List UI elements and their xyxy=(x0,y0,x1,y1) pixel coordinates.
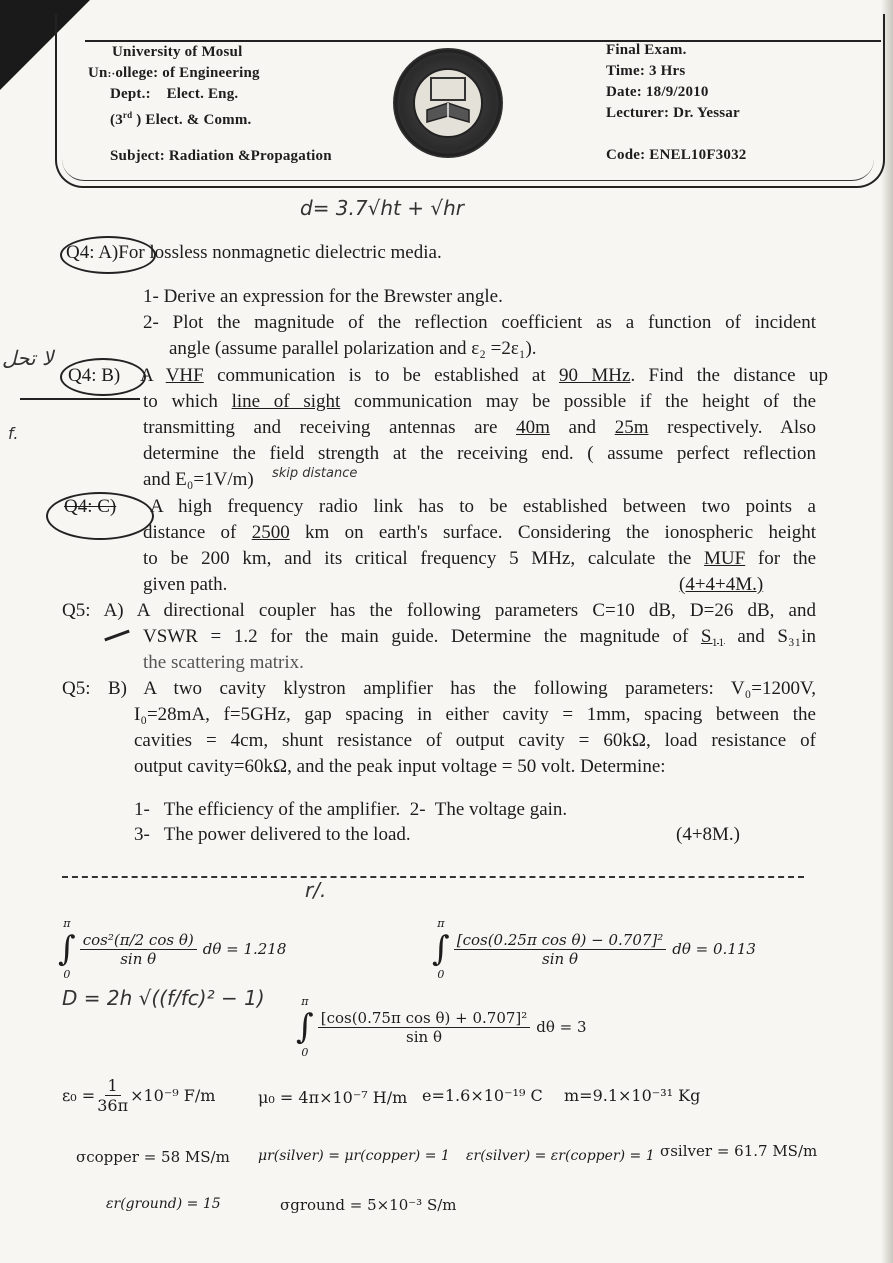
const-sigma-silver: σsilver = 61.7 MS/m xyxy=(660,1142,818,1160)
q5b-line-3: cavities = 4cm, shunt resistance of output cavity = 60kΩ, load resistance of xyxy=(134,730,816,751)
integral-2-denominator: sin θ xyxy=(542,949,578,968)
integral-1: π ∫ 0 $\frac{\text{cos²(π/2 cos θ)}}{\text{sin θ}}$ dθ = 1.218 xyxy=(58,917,287,981)
q5b-item-1: 1- The efficiency of the amplifier. 2- The voltage gain. xyxy=(134,799,568,820)
const-electron-mass: m=9.1×10⁻³¹ Kg xyxy=(564,1086,701,1105)
margin-arabic-note: لا تحل xyxy=(2,346,54,370)
q5a-line-2: VSWR = 1.2 for the main guide. Determine the magnitude of S₁₁ and S₃₁in xyxy=(143,626,816,647)
q5b-item-3: 3- The power delivered to the load. xyxy=(134,824,411,845)
const-eps-r: εr(silver) = εr(copper) = 1 xyxy=(466,1148,655,1164)
q5b-line-1: Q5: B) A two cavity klystron amplifier has the following parameters: V₀=1200V, xyxy=(62,678,816,699)
integral-1-lower: 0 xyxy=(63,968,71,981)
integral-1-denominator: sin θ xyxy=(120,949,157,968)
const-epsilon0: ε₀ = $\frac{1}{36\pi}$ ×10⁻⁹ F/m xyxy=(62,1076,216,1115)
const-sigma-ground: σground = 5×10⁻³ S/m xyxy=(280,1196,457,1214)
margin-mark: f. xyxy=(8,424,19,443)
const-electron-charge: e=1.6×10⁻¹⁹ C xyxy=(422,1086,543,1105)
q5a-line-1: Q5: A) A directional coupler has the following parameters C=10 dB, D=26 dB, and xyxy=(62,600,816,621)
integral-2-result: dθ = 0.113 xyxy=(672,940,756,958)
integral-3-denominator: sin θ xyxy=(406,1027,442,1046)
q4a-item-1: 1- Derive an expression for the Brewster angle. xyxy=(143,286,503,307)
const-sigma-copper: σcopper = 58 MS/m xyxy=(76,1148,230,1166)
university-name: University of Mosul xyxy=(112,44,243,60)
integral-2-upper: π xyxy=(437,917,445,930)
university-crest-icon xyxy=(393,48,503,158)
q5a-margin-arrow xyxy=(104,630,129,642)
q5-marks: (4+8M.) xyxy=(676,824,741,845)
course-code: Code: ENEL10F3032 xyxy=(606,147,747,163)
integral-3: π ∫ 0 $\frac{\text{[cos(0.75π cos θ) + 0.707]²}}{\text{sin θ}}$ dθ = 3 xyxy=(296,995,587,1059)
integral-3-lower: 0 xyxy=(301,1046,309,1059)
q5a-line-3: the scattering matrix. xyxy=(143,652,304,673)
year-line: (3rd ) Elect. & Comm. xyxy=(110,110,252,128)
integral-3-result: dθ = 3 xyxy=(536,1018,587,1036)
exam-date: Date: 18/9/2010 xyxy=(606,84,709,100)
integral-1-result: dθ = 1.218 xyxy=(202,940,287,958)
college-line: Un:·ollege: of Engineering xyxy=(88,65,260,81)
q4b-line-3: transmitting and receiving antennas are 40m and 25m respectively. Also xyxy=(143,417,817,438)
q5b-line-2: I₀=28mA, f=5GHz, gap spacing in either cavity = 1mm, spacing between the xyxy=(134,704,816,725)
q4b-label: Q4: B) xyxy=(68,365,121,386)
university-crest xyxy=(393,48,503,158)
q4c-line-3: to be 200 km, and its critical frequency 5 MHz, calculate the MUF for the xyxy=(143,548,816,569)
handwritten-tick: r/. xyxy=(305,878,327,902)
const-mu-r: μr(silver) = μr(copper) = 1 xyxy=(258,1148,450,1164)
integral-3-upper: π xyxy=(301,995,309,1008)
q4c-label: Q4: C) xyxy=(64,496,117,517)
handwritten-skip-formula: D = 2h √((f/fc)² − 1) xyxy=(62,986,265,1010)
q4b-line-5: and E₀=1V/m) xyxy=(143,469,254,490)
const-eps-ground: εr(ground) = 15 xyxy=(106,1196,221,1212)
subject-line: Subject: Radiation &Propagation xyxy=(110,148,332,164)
exam-time: Time: 3 Hrs xyxy=(606,63,686,79)
q4c-line-1: A high frequency radio link has to be established between two points a xyxy=(150,496,816,517)
q4b-line-2: to which line of sight communication may be possible if the height of the xyxy=(143,391,816,412)
handwritten-distance-formula: d= 3.7√ht + √hr xyxy=(300,196,464,220)
department-line: Dept.: Elect. Eng. xyxy=(110,86,239,102)
integral-3-numerator: [cos(0.75π cos θ) + 0.707]² xyxy=(318,1009,531,1028)
q4b-line-4: determine the field strength at the receiving end. ( assume perfect reflection xyxy=(143,443,816,464)
q4a-item-2-cont: angle (assume parallel polarization and ε₂ =2ε₁). xyxy=(169,338,537,359)
integral-2: π ∫ 0 $\frac{\text{[cos(0.25π cos θ) − 0.707]²}}{\text{sin θ}}$ dθ = 0.113 xyxy=(432,917,756,981)
integral-1-numerator: cos²(π/2 cos θ) xyxy=(80,931,197,950)
q4c-line-4: given path. xyxy=(143,574,228,595)
integral-2-lower: 0 xyxy=(437,968,445,981)
q4b-arrow-stroke xyxy=(20,398,140,400)
q4b-line-1: A VHF communication is to be established at 90 MHz. Find the distance up xyxy=(140,365,828,386)
lecturer-name: Lecturer: Dr. Yessar xyxy=(606,105,740,121)
const-mu0: μ₀ = 4π×10⁻⁷ H/m xyxy=(258,1088,408,1107)
q4-marks: (4+4+4M.) xyxy=(679,574,764,595)
integral-2-numerator: [cos(0.25π cos θ) − 0.707]² xyxy=(454,931,667,950)
scan-shadow-right xyxy=(881,0,893,1263)
handwritten-skip-distance: skip distance xyxy=(272,466,358,481)
final-exam-label: Final Exam. xyxy=(606,42,687,58)
q4c-line-2: distance of 2500 km on earth's surface. Considering the ionospheric height xyxy=(143,522,816,543)
integral-1-upper: π xyxy=(63,917,71,930)
q4a-heading: Q4: A)For lossless nonmagnetic dielectric media. xyxy=(66,242,442,263)
section-divider xyxy=(62,876,804,878)
q5b-line-4: output cavity=60kΩ, and the peak input voltage = 50 volt. Determine: xyxy=(134,756,666,777)
q4a-item-2: 2- Plot the magnitude of the reflection coefficient as a function of incident xyxy=(143,312,816,333)
